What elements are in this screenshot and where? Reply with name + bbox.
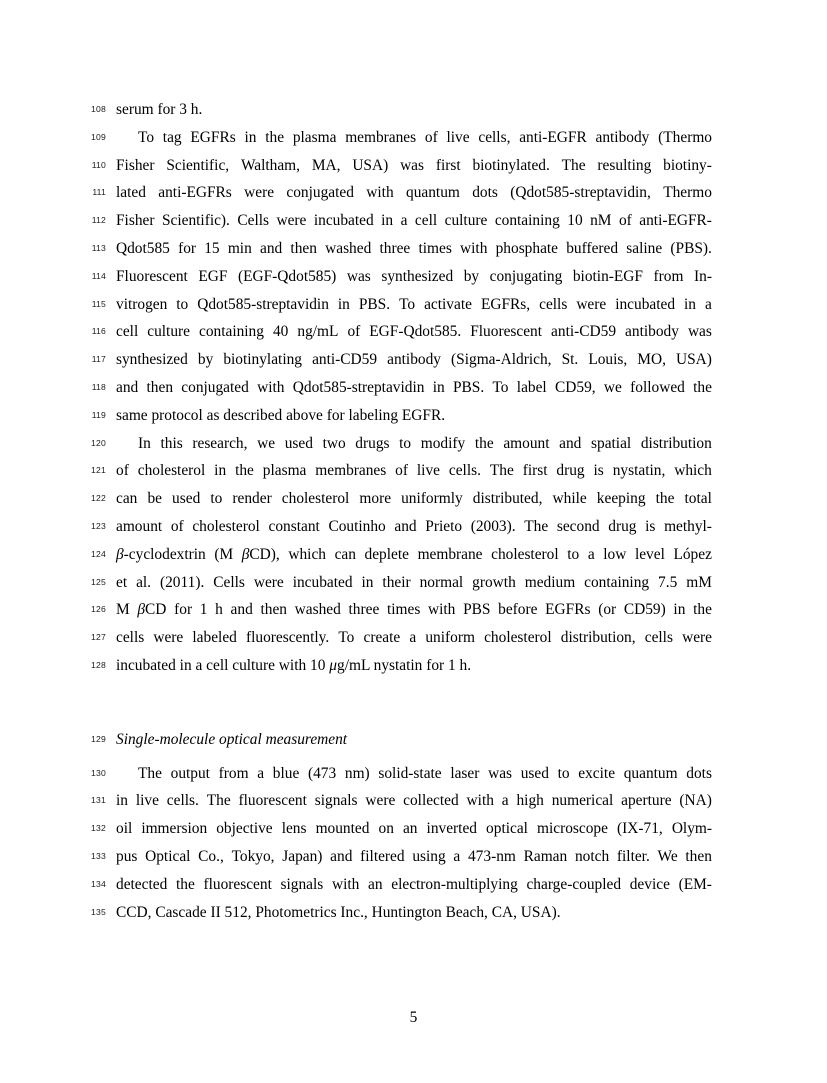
text-line (91, 430, 712, 458)
line-number: 109 (91, 131, 106, 142)
line-text: et al. (2011). Cells were incubated in their normal growth medium containing 7.5 mM (116, 573, 712, 591)
line-text: can be used to render cholesterol more uniformly distributed, while keeping the total (116, 490, 712, 508)
line-text: Fisher Scientific, Waltham, MA, USA) was first biotinylated. The resulting biotiny- (116, 156, 712, 174)
text-line (91, 152, 712, 180)
line-text: Fisher Scientific). Cells were incubated in a cell culture containing 10 nM of anti-EGFR- (116, 212, 712, 230)
text-line (91, 624, 712, 652)
line-text: cell culture containing 40 ng/mL of EGF-Qdot585. Fluorescent anti-CD59 antibody was (116, 323, 712, 341)
text-line (91, 569, 712, 597)
line-text: Fluorescent EGF (EGF-Qdot585) was synthesized by conjugating biotin-EGF from In- (116, 267, 712, 285)
line-number: 132 (91, 823, 106, 834)
line-number: 127 (91, 632, 106, 643)
text-line (91, 291, 712, 319)
line-number: 119 (91, 409, 106, 420)
text-lines-lower (91, 760, 712, 927)
text-line (91, 843, 712, 871)
text-line (91, 124, 712, 152)
line-number: 122 (91, 493, 106, 504)
text-line (91, 96, 712, 124)
line-text: amount of cholesterol constant Coutinho and Prieto (2003). The second drug is methyl- (116, 517, 712, 535)
line-text: To tag EGFRs in the plasma membranes of live cells, anti-EGFR antibody (Thermo (138, 128, 712, 146)
section-heading-text: Single-molecule optical measurement (116, 730, 348, 748)
text-line (91, 235, 712, 263)
line-text: detected the fluorescent signals with an electron-multiplying charge-coupled device (EM- (116, 875, 712, 893)
text-line (91, 402, 712, 430)
line-text: Qdot585 for 15 min and then washed three times with phosphate buffered saline (PBS). (116, 239, 712, 257)
text-line (91, 263, 712, 291)
line-number: 131 (91, 795, 106, 806)
line-number: 129 (91, 733, 106, 744)
heading-spacer (116, 680, 712, 726)
text-line (91, 318, 712, 346)
line-number: 113 (91, 242, 106, 253)
line-number: 125 (91, 576, 106, 587)
line-number: 130 (91, 767, 106, 778)
line-number: 128 (91, 659, 106, 670)
line-number: 126 (91, 604, 106, 615)
line-number: 134 (91, 878, 106, 889)
line-text: same protocol as described above for labeling EGFR. (116, 406, 446, 424)
line-number: 112 (91, 215, 106, 226)
line-text: oil immersion objective lens mounted on an inverted optical microscope (IX-71, Olym- (116, 820, 712, 838)
text-line (91, 871, 712, 899)
line-text: CCD, Cascade II 512, Photometrics Inc., Huntington Beach, CA, USA). (116, 903, 561, 921)
line-text: synthesized by biotinylating anti-CD59 antibody (Sigma-Aldrich, St. Louis, MO, USA) (116, 351, 712, 369)
text-line (91, 899, 712, 927)
line-number: 124 (91, 548, 106, 559)
line-text: lated anti-EGFRs were conjugated with quantum dots (Qdot585-streptavidin, Thermo (116, 184, 712, 202)
line-text: cells were labeled fluorescently. To create a uniform cholesterol distribution, cells were (116, 629, 712, 647)
line-number: 116 (91, 326, 106, 337)
text-line (92, 179, 712, 207)
text-lines-upper (91, 96, 712, 680)
line-text: In this research, we used two drugs to modify the amount and spatial distribution (138, 434, 712, 452)
line-number: 123 (91, 520, 106, 531)
page-number: 5 (409, 1009, 418, 1026)
line-number: 133 (91, 850, 106, 861)
body-text-block (91, 96, 712, 926)
line-text: of cholesterol in the plasma membranes of live cells. The first drug is nystatin, which (116, 462, 712, 480)
line-number: 120 (91, 437, 106, 448)
text-line (91, 485, 712, 513)
text-line (91, 513, 712, 541)
text-line (91, 346, 712, 374)
text-line (91, 760, 712, 788)
line-number: 111 (92, 187, 106, 198)
text-line (91, 652, 712, 680)
line-text: vitrogen to Qdot585-streptavidin in PBS. To activate EGFRs, cells were incubated in a (116, 295, 712, 313)
text-line (91, 207, 712, 235)
line-text: β-cyclodextrin (M βCD), which can deplete membrane cholesterol to a low level López (116, 545, 712, 563)
section-heading-line (91, 726, 712, 754)
text-line (91, 596, 712, 624)
line-number: 118 (91, 381, 106, 392)
line-number: 108 (91, 104, 106, 114)
line-text: The output from a blue (473 nm) solid-state laser was used to excite quantum dots (138, 764, 712, 782)
line-number: 115 (91, 298, 106, 309)
line-text: serum for 3 h. (116, 101, 203, 118)
text-line (91, 815, 712, 843)
line-text: and then conjugated with Qdot585-streptavidin in PBS. To label CD59, we followed the (116, 378, 712, 396)
text-line (91, 457, 712, 485)
line-text: in live cells. The fluorescent signals were collected with a high numerical aperture (NA) (116, 792, 712, 810)
line-number: 117 (91, 354, 106, 365)
text-line (91, 787, 712, 815)
text-line (91, 374, 712, 402)
line-text: incubated in a cell culture with 10 μg/mL nystatin for 1 h. (116, 656, 472, 674)
line-text: pus Optical Co., Tokyo, Japan) and filtered using a 473-nm Raman notch filter. We then (116, 847, 712, 865)
line-number: 114 (91, 270, 106, 281)
line-number: 121 (91, 465, 106, 476)
line-number: 135 (91, 906, 106, 917)
line-number: 110 (91, 159, 106, 170)
line-text: M βCD for 1 h and then washed three times with PBS before EGFRs (or CD59) in the (116, 601, 712, 619)
text-line (91, 541, 712, 569)
